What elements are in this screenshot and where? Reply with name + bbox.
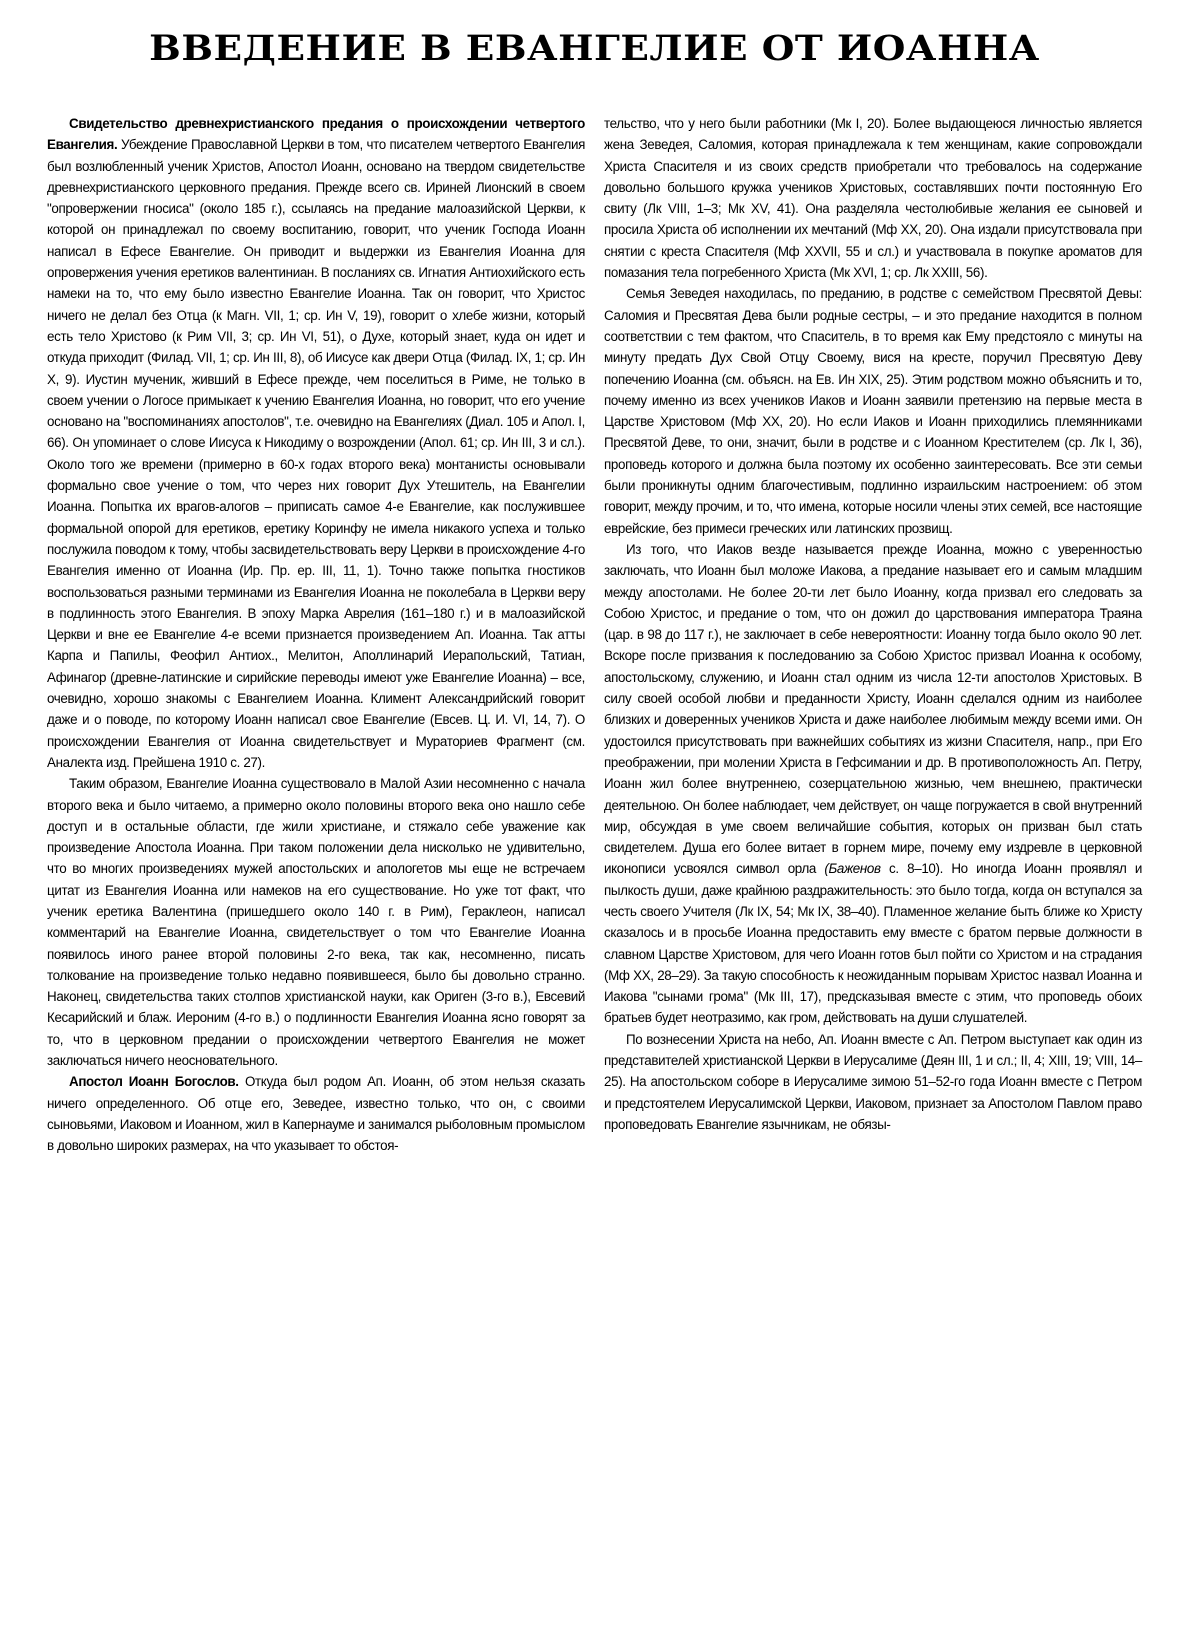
paragraph-youngest-apostle: [604, 539, 1142, 1029]
italic-citation: (Баженов: [824, 861, 881, 877]
paragraph-tradition: [47, 113, 585, 773]
left-column: [47, 113, 585, 1157]
right-column: [604, 113, 1142, 1157]
paragraph-body: Откуда был родом Ап. Иоанн, об этом нельзя сказать ничего определенного. Об отце его, Зеведее, известно только, что он, с своими сыновьями, Иаковом и Иоанном, жил в Капернауме и занимался рыболовным промыслом в довольно широких размерах, на что указывает то обстоя-: [47, 1074, 585, 1154]
paragraph-apostle-john: [47, 1071, 585, 1156]
paragraph-ascension: По вознесении Христа на небо, Ап. Иоанн вместе с Ап. Петром выступает как один из представителей христианской Церкви в Иерусалиме (Деян III, 1 и сл.; II, 4; XIII, 19; VIII, 14–25). На апостольском соборе в Иерусалиме зимою 51–52-го года Иоанн вместе с Петром и предстоятелем Иерусалимской Церкви, Иаковом, признает за Апостолом Павлом право проповедовать Евангелие язычникам, не обязы-: [604, 1031, 1142, 1132]
text-columns: [47, 113, 1142, 1157]
paragraph-lead: Апостол Иоанн Богослов.: [69, 1074, 239, 1090]
paragraph-body: Из того, что Иаков везде называется прежде Иоанна, можно с уверенностью заключать, что Иоанн был моложе Иакова, а предание называет его и самым младшим между апостолами. Не более 20-ти лет было Иоанну, когда призвал его следовать за Собою Христос, и предание о том, что он дожил до царствования императора Траяна (цар. в 98 до 117 г.), не заключает в себе невероятности: Иоанну тогда было около 90 лет. Вскоре после призвания к последованию за Собою Христос призвал Иоанна к особому, апостольскому, служению, и Иоанн стал одним из числа 12-ти апостолов Христовых. В силу своей особой любви и преданности Христу, Иоанн сделался одним из наиболее близких и доверенных учеников Христа и даже наиболее любимым между всеми ими. Он удостоился присутствовать при важнейших событиях из жизни Спасителя, напр., при Его преображении, при молении Христа в Гефсимании и др. В противоположность Ап. Петру, Иоанн жил более внутреннею, созерцательною жизнью, чем внешнею, практически деятельною. Он более наблюдает, чем действует, он чаще погружается в свой внутренний мир, обсуждая в уме своем величайшие события, которых он призван был стать свидетелем. Душа его более витает в горнем мире, почему ему издревле в церковной иконописи усвоялся символ орла: [604, 541, 1142, 877]
paragraph-body: Убеждение Православной Церкви в том, что писателем четвертого Евангелия был возлюбленный ученик Христов, Апостол Иоанн, основано на твердом свидетельстве древнехристианского церковного предания. Прежде всего св. Ириней Лионский в своем "опровержении гносиса" (около 185 г.), ссылаясь на предание малоазийской Церкви, к которой он принадлежал по своему воспитанию, говорит, что ученик Господа Иоанн написал в Ефесе Евангелие. Он приводит и выдержки из Евангелия Иоанна для опровержения учения еретиков валентиниан. В посланиях св. Игнатия Антиохийского есть намеки на то, что ему было известно Евангелие Иоанна. Так он говорит, что Христос ничего не делал без Отца (к Магн. VII, 1; ср. Ин V, 19), говорит о хлебе жизни, который есть тело Христово (к Рим VII, 3; ср. Ин VI, 51), о Духе, который знает, куда он идет и откуда приходит (Филад. VII, 1; ср. Ин III, 8), об Иисусе как двери Отца (Филад. IX, 1; ср. Ин X, 9). Иустин мученик, живший в Ефесе прежде, чем поселиться в Риме, не только в своем учении о Логосе примыкает к учению Евангелия Иоанна, но говорит, что его учение основано на "воспоминаниях апостолов", т.е. очевидно на Евангелиях (Диал. 105 и Апол. I, 66). Он упоминает о слове Иисуса к Никодиму о возрождении (Апол. 61; ср. Ин III, 3 и сл.). Около того же времени (примерно в 60-х годах второго века) монтанисты основывали формально свое учение о том, что через них говорит Дух Утешитель, на Евангелии Иоанна. Попытка их врагов-алогов – приписать самое 4-е Евангелие, как послужившее формальной опорой для еретиков, еретику Коринфу не имела никакого успеха и только послужила поводом к тому, чтобы засвидетельствовать веру Церкви в происхождение 4-го Евангелия именно от Иоанна (Ир. Пр. ер. III, 11, 1). Точно также попытка гностиков воспользоваться разными терминами из Евангелия Иоанна не поколебала в Церкви веру в подлинность этого Евангелия. В эпоху Марка Аврелия (161–180 г.) и в малоазийской Церкви и вне ее Евангелие 4-е всеми признается произведением Ап. Иоанна. Так атты Карпа и Папилы, Феофил Антиох., Мелитон, Аполлинарий Иерапольский, Татиан, Афинагор (древне-латинские и сирийские переводы имеют уже Евангелие Иоанна) – все, очевидно, хорошо знакомы с Евангелием Иоанна. Климент Александрийский говорит даже и о поводе, по которому Иоанн написал свое Евангелие (Евсев. Ц. И. VI, 14, 7). О происхождении Евангелия от Иоанна свидетельствует и Мураториев Фрагмент (см. Аналекта изд. Прейшена 1910 с. 27).: [47, 137, 585, 770]
paragraph-lead: Свидетельство древнехристианского предания о происхождении четвертого Евангелия.: [47, 116, 585, 153]
paragraph-zebedee-family: тельство, что у него были работники (Мк I, 20). Более выдающеюся личностью является жена Зеведея, Саломия, которая принадлежала к тем женщинам, какие сопровождали Христа Спасителя и из своих средств приобретали что требовалось на содержание довольно большого кружка учеников Христовых, составлявших почти постоянную Его свиту (Лк VIII, 1–3; Мк XV, 41). Она разделяла честолюбивые желания ее сыновей и просила Христа об исполнении их мечтаний (Мф XX, 20). Она издали присутствовала при снятии с креста Спасителя (Мф XXVII, 55 и сл.) и участвовала в покупке ароматов для помазания тела погребенного Христа (Мк XVI, 1; ср. Лк XXIII, 56).: [604, 116, 1142, 281]
paragraph-kinship: Семья Зеведея находилась, по преданию, в родстве с семейством Пресвятой Девы: Саломия и Пресвятая Дева были родные сестры, – и это предание находится в полном соответствии с тем фактом, что Спаситель, в то время как Ему предстояло с минуты на минуту предать Дух Свой Отцу Своему, вися на кресте, поручил Пресвятую Деву попечению Иоанна (см. объясн. на Ев. Ин XIX, 25). Этим родством можно объяснить и то, почему именно из всех учеников Иаков и Иоанн заявили претензию на первые места в Царстве Христовом (Мф XX, 20). Но если Иаков и Иоанн приходились племянниками Пресвятой Деве, то они, значит, были в родстве и с Иоанном Крестителем (ср. Лк I, 36), проповедь которого и должна была поэтому их особенно заинтересовать. Все эти семьи были проникнуты одним благочестивым, подлинно израильским настроением: об этом говорит, между прочим, и то, что имена, которые носили члены этих семей, все настоящие еврейские, без примеси греческих или латинских прозвищ.: [604, 286, 1142, 536]
paragraph-asia-minor: Таким образом, Евангелие Иоанна существовало в Малой Азии несомненно с начала второго века и было читаемо, а примерно около половины второго века оно нашло себе доступ и в остальные области, где жили христиане, и стяжало себе уважение как произведение Апостола Иоанна. При таком положении дела нисколько не удивительно, что во многих произведениях мужей апостольских и апологетов мы еще не встречаем цитат из Евангелия Иоанна или намеков на его существование. Но уже тот факт, что ученик еретика Валентина (пришедшего около 140 г. в Рим), Гераклеон, написал комментарий на Евангелие Иоанна, свидетельствует о том что Евангелие Иоанна появилось иного ранее второй половины 2-го века, так как, несомненно, писать толкование на произведение только недавно появившееся, было бы довольно странно. Наконец, свидетельства таких столпов христианской науки, как Ориген (3-го в.), Евсевий Кесарийский и блаж. Иероним (4-го в.) о подлинности Евангелия Иоанна ясно говорят за то, что в церковном предании о происхождении четвертого Евангелия не может заключаться ничего неосновательного.: [47, 776, 585, 1069]
paragraph-body: с. 8–10). Но иногда Иоанн проявлял и пылкость души, даже крайнюю раздражительность: это было тогда, когда он вступался за честь своего Учителя (Лк IX, 54; Мк IX, 38–40). Пламенное желание быть ближе ко Христу сказалось и в просьбе Иоанна предоставить ему вместе с братом первые должности в славном Царстве Христовом, для чего Иоанн готов был пойти со Христом и на страдания (Мф XX, 28–29). За такую способность к неожиданным порывам Христос назвал Иоанна и Иакова "сынами грома" (Мк III, 17), предсказывая вместе с этим, что проповедь обоих братьев будет неотразимо, как гром, действовать на души слушателей.: [604, 861, 1142, 1026]
page-title: ВВЕДЕНИЕ В ЕВАНГЕЛИЕ ОТ ИОАННА: [149, 28, 1040, 69]
